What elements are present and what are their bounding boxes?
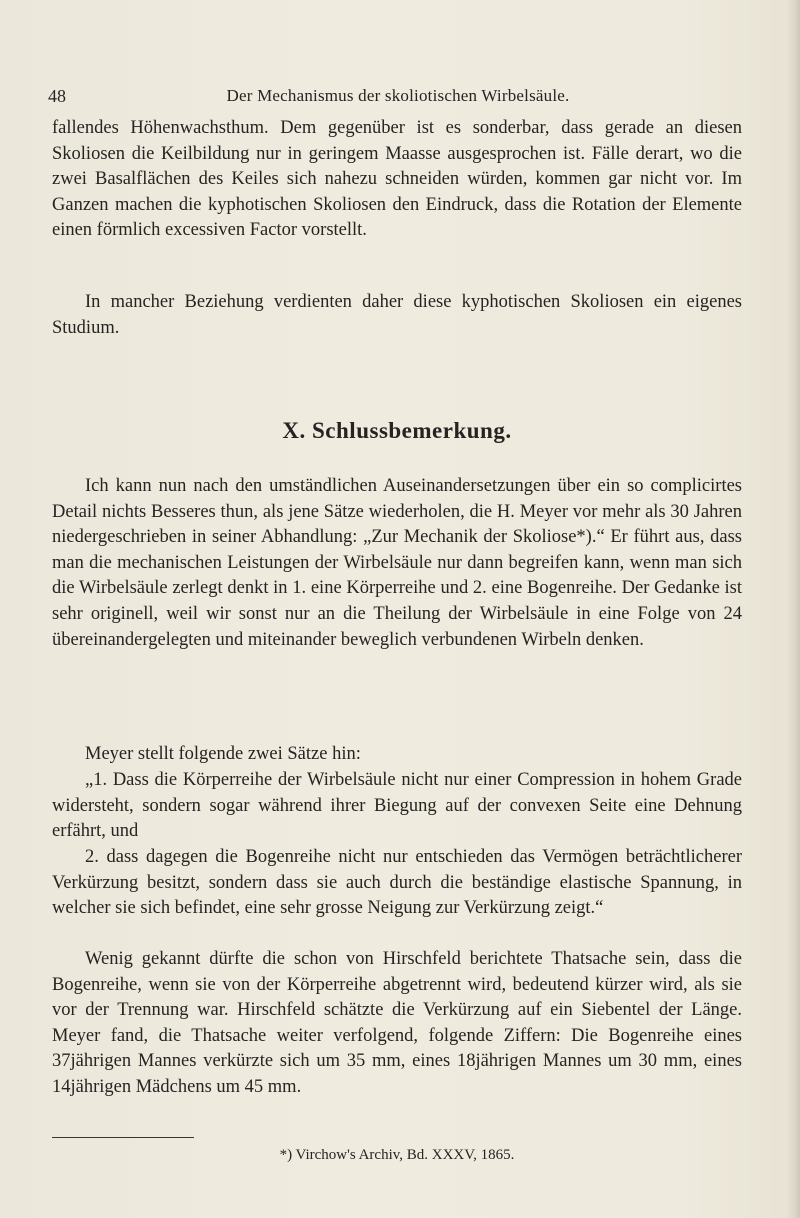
paragraph-meyer-theses-intro: Meyer stellt folgende zwei Sätze hin: (85, 744, 361, 764)
paragraph-thesis-two: 2. dass dagegen die Bogenreihe nicht nur entschieden das Vermögen beträchtlicherer Verkürzung besitzt, sondern dass sie auch durch die beständige elastische Spannung, in welcher sie sich befindet, eine sehr grosse Neigung zur Verkürzung zeigt.“ (52, 847, 742, 919)
paragraph-kyphotic-study: In mancher Beziehung verdienten daher diese kyphotischen Skoliosen ein eigenes Studium. (52, 292, 742, 338)
page-number: 48 (48, 86, 66, 106)
page-edge-shadow (786, 0, 800, 1218)
paragraph-continuation: fallendes Höhenwachsthum. Dem gegenüber ist es sonderbar, dass gerade an diesen Skoliosen die Keilbildung nur in geringem Maasse ausgesprochen ist. Fälle derart, wo die zwei Basalflächen des Keiles sich nahezu schneiden würden, kommen gar nicht vor. Im Ganzen machen die kyphotischen Skoliosen den Eindruck, dass die Rotation der Elemente einen förmlich excessiven Factor vorstellt. (52, 118, 742, 241)
section-heading: X. Schlussbemerkung. (282, 418, 512, 443)
footnote: *) Virchow's Archiv, Bd. XXXV, 1865. (279, 1147, 515, 1163)
running-head: Der Mechanismus der skoliotischen Wirbelsäule. (226, 86, 570, 105)
paragraph-thesis-one: „1. Dass die Körperreihe der Wirbelsäule nicht nur einer Compression in hohem Grade widersteht, sondern sogar während ihrer Biegung auf der convexen Seite eine Dehnung erfährt, und (52, 770, 742, 842)
page-header (48, 86, 748, 110)
paragraph-hirschfeld-fact: Wenig gekannt dürfte die schon von Hirschfeld berichtete Thatsache sein, dass die Bogenreihe, wenn sie von der Körperreihe abgetrennt wird, bedeutend kürzer wird, als sie vor der Trennung war. Hirschfeld schätzte die Verkürzung auf ein Siebentel der Länge. Meyer fand, die Thatsache weiter verfolgend, folgende Ziffern: Die Bogenreihe eines 37jährigen Mannes verkürzte sich um 35 mm, eines 18jährigen Mannes um 30 mm, eines 14jährigen Mädchens um 45 mm. (52, 949, 742, 1097)
paragraph-meyer-summary: Ich kann nun nach den umständlichen Auseinandersetzungen über ein so complicirtes Detail nichts Besseres thun, als jene Sätze wiederholen, die H. Meyer vor mehr als 30 Jahren niedergeschrieben in seiner Abhandlung: „Zur Mechanik der Skoliose*).“ Er führt aus, dass man die mechanischen Leistungen der Wirbelsäule nur dann begreifen kann, wenn man sich die Wirbelsäule zerlegt denkt in 1. eine Körperreihe und 2. eine Bogenreihe. Der Gedanke ist sehr originell, weil wir sonst nur an die Theilung der Wirbelsäule in eine Folge von 24 übereinandergelegten und miteinander beweglich verbundenen Wirbeln denken. (52, 476, 742, 650)
footnote-divider (52, 1137, 194, 1138)
